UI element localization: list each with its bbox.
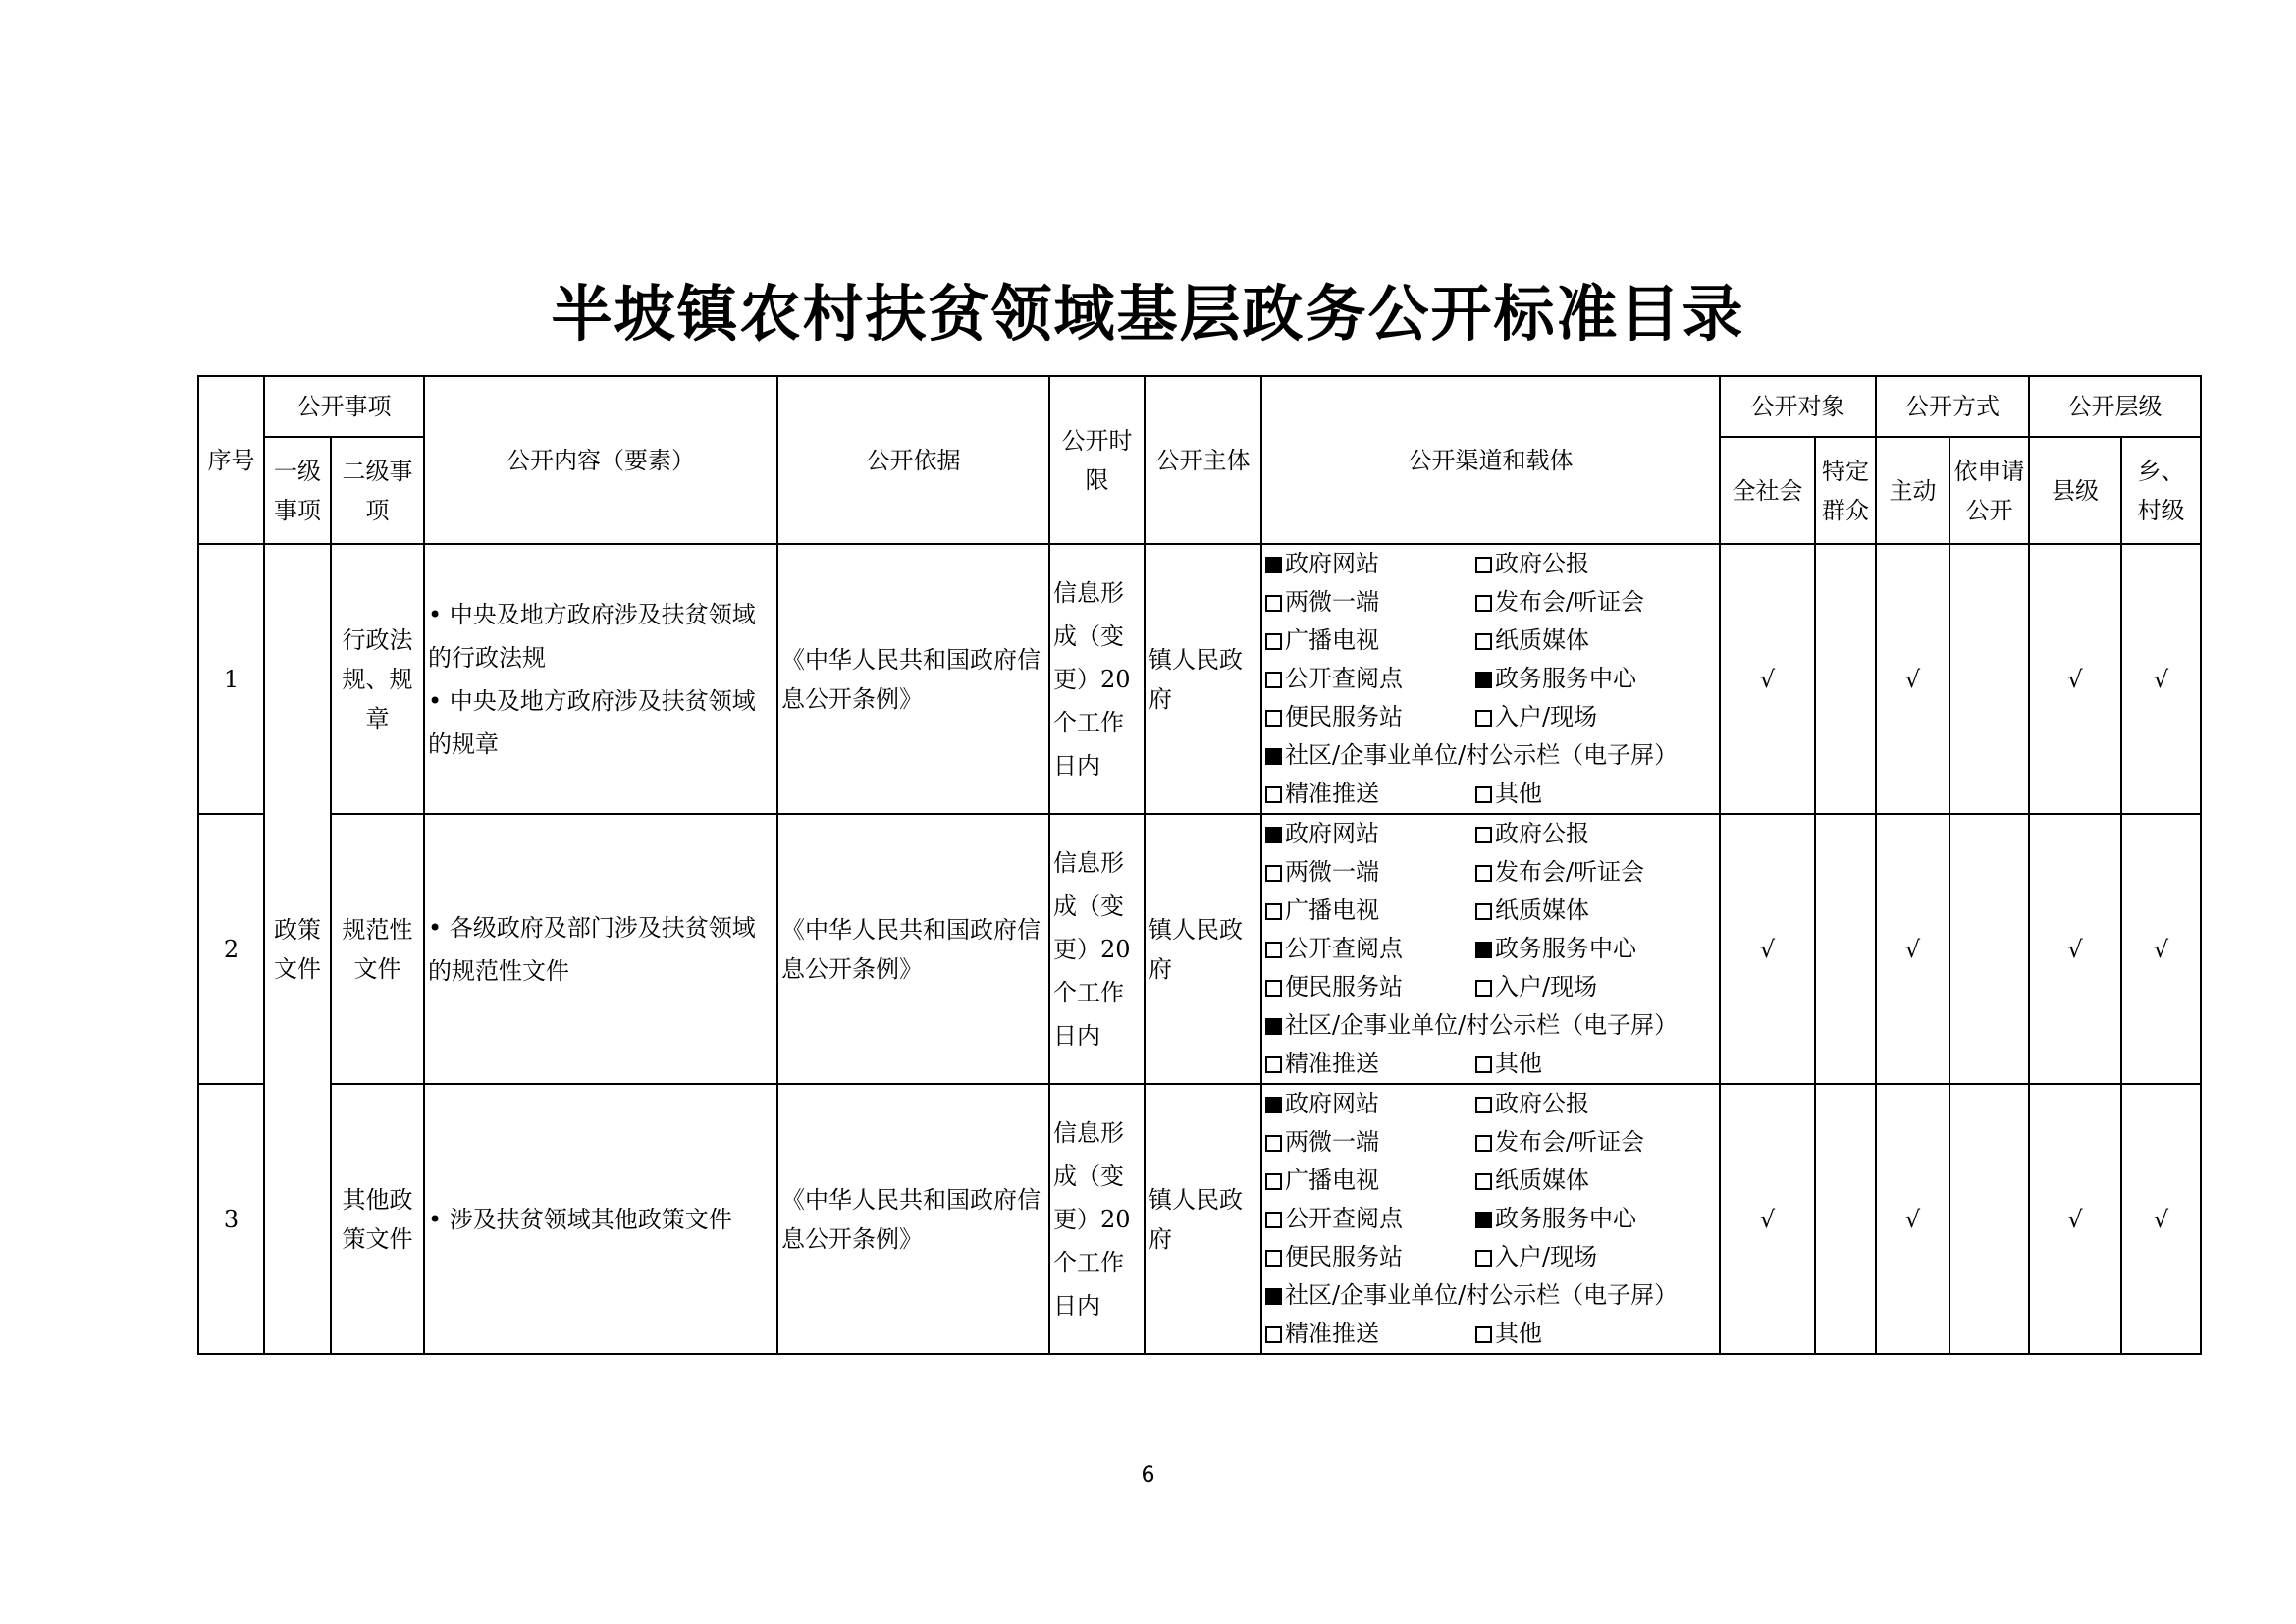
row-level-town-village: √ <box>2121 544 2201 814</box>
channel-label: 社区/企事业单位/村公示栏（电子屏） <box>1285 741 1679 769</box>
channel-line <box>1265 1006 1716 1045</box>
channel-option <box>1475 775 1542 813</box>
checked-box-icon <box>1475 942 1492 958</box>
unchecked-box-icon <box>1265 786 1282 803</box>
channel-option <box>1265 892 1475 930</box>
unchecked-box-icon <box>1265 1056 1282 1073</box>
header-basis: 公开依据 <box>777 376 1049 544</box>
channel-option <box>1475 660 1636 698</box>
unchecked-box-icon <box>1475 1173 1492 1190</box>
channel-label: 纸质媒体 <box>1495 896 1589 924</box>
channel-line <box>1265 1045 1716 1083</box>
table-row <box>198 544 2201 814</box>
channel-line <box>1265 698 1716 736</box>
channel-option <box>1265 968 1475 1006</box>
row-seq: 1 <box>198 544 264 814</box>
channel-option <box>1265 815 1475 853</box>
channel-option <box>1265 583 1475 622</box>
channel-label: 纸质媒体 <box>1495 1166 1589 1194</box>
content-line: • 中央及地方政府涉及扶贫领域的行政法规 <box>428 600 756 672</box>
row-content <box>424 1084 777 1354</box>
channel-option <box>1475 1085 1589 1123</box>
unchecked-box-icon <box>1475 980 1492 997</box>
row-level2: 规范性文件 <box>331 814 424 1084</box>
row-method-active: √ <box>1876 1084 1949 1354</box>
checked-box-icon <box>1265 748 1282 765</box>
unchecked-box-icon <box>1475 865 1492 882</box>
header-seq: 序号 <box>198 376 264 544</box>
unchecked-box-icon <box>1265 710 1282 727</box>
channel-line <box>1265 545 1716 583</box>
checked-box-icon <box>1265 827 1282 843</box>
unchecked-box-icon <box>1475 1135 1492 1152</box>
unchecked-box-icon <box>1475 557 1492 573</box>
channel-option <box>1475 622 1589 660</box>
channel-label: 便民服务站 <box>1285 1243 1403 1271</box>
unchecked-box-icon <box>1265 1326 1282 1343</box>
row-basis: 《中华人民共和国政府信息公开条例》 <box>777 814 1049 1084</box>
catalog-table <box>197 375 2202 1355</box>
header-subject: 公开主体 <box>1145 376 1261 544</box>
unchecked-box-icon <box>1475 1056 1492 1073</box>
header-method-active: 主动 <box>1876 437 1949 544</box>
unchecked-box-icon <box>1265 1173 1282 1190</box>
channel-line <box>1265 1276 1716 1315</box>
channel-label: 政府公报 <box>1495 1090 1589 1117</box>
channel-option <box>1265 1238 1475 1276</box>
channel-option <box>1265 853 1475 892</box>
unchecked-box-icon <box>1475 1097 1492 1113</box>
checked-box-icon <box>1475 672 1492 688</box>
unchecked-box-icon <box>1475 595 1492 612</box>
channel-option <box>1475 930 1636 968</box>
channel-label: 发布会/听证会 <box>1495 858 1645 886</box>
unchecked-box-icon <box>1475 786 1492 803</box>
row-target-specific <box>1815 1084 1876 1354</box>
row-target-all: √ <box>1720 1084 1815 1354</box>
channel-label: 发布会/听证会 <box>1495 1128 1645 1156</box>
row-method-active: √ <box>1876 814 1949 1084</box>
channel-label: 其他 <box>1495 1050 1542 1077</box>
unchecked-box-icon <box>1265 595 1282 612</box>
channel-line <box>1265 1085 1716 1123</box>
header-level: 公开层级 <box>2029 376 2201 437</box>
row-channels <box>1261 544 1720 814</box>
channel-line <box>1265 1200 1716 1238</box>
channel-label: 两微一端 <box>1285 588 1379 616</box>
channel-label: 政府公报 <box>1495 820 1589 847</box>
unchecked-box-icon <box>1265 980 1282 997</box>
header-method-request: 依申请公开 <box>1949 437 2029 544</box>
checked-box-icon <box>1265 1097 1282 1113</box>
checked-box-icon <box>1475 1212 1492 1228</box>
channel-option <box>1475 1045 1542 1083</box>
channel-line <box>1265 815 1716 853</box>
header-level1: 一级事项 <box>264 437 331 544</box>
row-channels <box>1261 814 1720 1084</box>
channel-line <box>1265 892 1716 930</box>
row-seq: 2 <box>198 814 264 1084</box>
channel-label: 社区/企事业单位/村公示栏（电子屏） <box>1285 1281 1679 1309</box>
channel-option <box>1265 1315 1475 1353</box>
channel-option <box>1475 853 1644 892</box>
row-time-limit: 信息形成（变更）20个工作日内 <box>1049 544 1145 814</box>
row-time-limit: 信息形成（变更）20个工作日内 <box>1049 1084 1145 1354</box>
page-number: 6 <box>1141 1463 1155 1488</box>
channel-label: 公开查阅点 <box>1285 665 1403 692</box>
channel-option <box>1265 736 1678 775</box>
header-level-town-village: 乡、村级 <box>2121 437 2201 544</box>
header-content: 公开内容（要素） <box>424 376 777 544</box>
channel-option <box>1265 1006 1678 1045</box>
row-method-request <box>1949 814 2029 1084</box>
channel-label: 入户/现场 <box>1495 1243 1598 1271</box>
unchecked-box-icon <box>1265 942 1282 958</box>
channel-label: 其他 <box>1495 1320 1542 1347</box>
channel-label: 广播电视 <box>1285 626 1379 654</box>
level1-item: 政策文件 <box>264 544 331 1354</box>
channel-line <box>1265 930 1716 968</box>
row-target-all: √ <box>1720 814 1815 1084</box>
channel-option <box>1265 1123 1475 1162</box>
row-target-specific <box>1815 814 1876 1084</box>
channel-label: 广播电视 <box>1285 1166 1379 1194</box>
channel-option <box>1265 1200 1475 1238</box>
checked-box-icon <box>1265 557 1282 573</box>
checked-box-icon <box>1265 1288 1282 1305</box>
channel-option <box>1475 698 1597 736</box>
channel-label: 两微一端 <box>1285 1128 1379 1156</box>
row-target-all: √ <box>1720 544 1815 814</box>
row-subject: 镇人民政府 <box>1145 1084 1261 1354</box>
channel-label: 精准推送 <box>1285 1320 1379 1347</box>
header-target: 公开对象 <box>1720 376 1876 437</box>
channel-label: 政府网站 <box>1285 1090 1379 1117</box>
row-level-county: √ <box>2029 544 2121 814</box>
unchecked-box-icon <box>1475 903 1492 920</box>
channel-label: 纸质媒体 <box>1495 626 1589 654</box>
row-content <box>424 544 777 814</box>
channel-line <box>1265 1162 1716 1200</box>
channel-label: 精准推送 <box>1285 1050 1379 1077</box>
channel-line <box>1265 1123 1716 1162</box>
channel-option <box>1265 1085 1475 1123</box>
header-channels: 公开渠道和载体 <box>1261 376 1720 544</box>
row-target-specific <box>1815 544 1876 814</box>
row-level2: 行政法规、规章 <box>331 544 424 814</box>
channel-option <box>1265 1276 1678 1315</box>
channel-line <box>1265 622 1716 660</box>
row-level2: 其他政策文件 <box>331 1084 424 1354</box>
unchecked-box-icon <box>1265 633 1282 650</box>
table-row <box>198 814 2201 1084</box>
channel-line <box>1265 775 1716 813</box>
row-method-request <box>1949 544 2029 814</box>
unchecked-box-icon <box>1475 1326 1492 1343</box>
unchecked-box-icon <box>1265 903 1282 920</box>
channel-label: 政务服务中心 <box>1495 1205 1636 1232</box>
channel-option <box>1265 930 1475 968</box>
unchecked-box-icon <box>1475 827 1492 843</box>
channel-line <box>1265 583 1716 622</box>
unchecked-box-icon <box>1265 1212 1282 1228</box>
row-time-limit: 信息形成（变更）20个工作日内 <box>1049 814 1145 1084</box>
channel-option <box>1265 622 1475 660</box>
content-line: • 中央及地方政府涉及扶贫领域的规章 <box>428 686 756 758</box>
channel-label: 发布会/听证会 <box>1495 588 1645 616</box>
row-method-request <box>1949 1084 2029 1354</box>
row-method-active: √ <box>1876 544 1949 814</box>
row-subject: 镇人民政府 <box>1145 544 1261 814</box>
channel-option <box>1475 892 1589 930</box>
header-level2: 二级事项 <box>331 437 424 544</box>
channel-option <box>1475 583 1644 622</box>
channel-line <box>1265 660 1716 698</box>
row-level-town-village: √ <box>2121 814 2201 1084</box>
channel-label: 入户/现场 <box>1495 703 1598 731</box>
channel-label: 公开查阅点 <box>1285 935 1403 962</box>
channel-option <box>1265 775 1475 813</box>
channel-option <box>1475 1238 1597 1276</box>
content-line: • 涉及扶贫领域其他政策文件 <box>428 1205 732 1233</box>
channel-option <box>1475 1200 1636 1238</box>
checked-box-icon <box>1265 1018 1282 1035</box>
channel-label: 政府网站 <box>1285 550 1379 577</box>
channel-line <box>1265 968 1716 1006</box>
channel-label: 两微一端 <box>1285 858 1379 886</box>
unchecked-box-icon <box>1475 710 1492 727</box>
row-basis: 《中华人民共和国政府信息公开条例》 <box>777 1084 1049 1354</box>
channel-option <box>1265 660 1475 698</box>
unchecked-box-icon <box>1265 672 1282 688</box>
unchecked-box-icon <box>1265 1250 1282 1267</box>
channel-option <box>1475 545 1589 583</box>
row-level-county: √ <box>2029 1084 2121 1354</box>
channel-line <box>1265 736 1716 775</box>
header-items: 公开事项 <box>264 376 424 437</box>
channel-line <box>1265 853 1716 892</box>
channel-label: 其他 <box>1495 780 1542 807</box>
channel-label: 政府公报 <box>1495 550 1589 577</box>
header-level-county: 县级 <box>2029 437 2121 544</box>
row-content <box>424 814 777 1084</box>
channel-label: 政务服务中心 <box>1495 665 1636 692</box>
channel-line <box>1265 1238 1716 1276</box>
channel-label: 便民服务站 <box>1285 703 1403 731</box>
channel-option <box>1475 815 1589 853</box>
channel-label: 公开查阅点 <box>1285 1205 1403 1232</box>
header-time-limit: 公开时限 <box>1049 376 1145 544</box>
channel-option <box>1265 1045 1475 1083</box>
unchecked-box-icon <box>1475 1250 1492 1267</box>
row-channels <box>1261 1084 1720 1354</box>
row-level-county: √ <box>2029 814 2121 1084</box>
channel-label: 社区/企事业单位/村公示栏（电子屏） <box>1285 1011 1679 1039</box>
channel-option <box>1475 968 1597 1006</box>
channel-option <box>1265 1162 1475 1200</box>
channel-label: 便民服务站 <box>1285 973 1403 1001</box>
channel-label: 政务服务中心 <box>1495 935 1636 962</box>
channel-option <box>1475 1162 1589 1200</box>
row-seq: 3 <box>198 1084 264 1354</box>
row-subject: 镇人民政府 <box>1145 814 1261 1084</box>
header-method: 公开方式 <box>1876 376 2029 437</box>
table-row <box>198 1084 2201 1354</box>
channel-option <box>1475 1315 1542 1353</box>
row-level-town-village: √ <box>2121 1084 2201 1354</box>
channel-label: 广播电视 <box>1285 896 1379 924</box>
channel-option <box>1265 545 1475 583</box>
page-title: 半坡镇农村扶贫领域基层政务公开标准目录 <box>551 278 1745 350</box>
channel-label: 政府网站 <box>1285 820 1379 847</box>
unchecked-box-icon <box>1475 633 1492 650</box>
header-target-specific: 特定群众 <box>1815 437 1876 544</box>
channel-option <box>1475 1123 1644 1162</box>
row-basis: 《中华人民共和国政府信息公开条例》 <box>777 544 1049 814</box>
channel-label: 精准推送 <box>1285 780 1379 807</box>
content-line: • 各级政府及部门涉及扶贫领域的规范性文件 <box>428 913 756 985</box>
unchecked-box-icon <box>1265 865 1282 882</box>
header-target-all: 全社会 <box>1720 437 1815 544</box>
channel-label: 入户/现场 <box>1495 973 1598 1001</box>
channel-line <box>1265 1315 1716 1353</box>
channel-option <box>1265 698 1475 736</box>
unchecked-box-icon <box>1265 1135 1282 1152</box>
